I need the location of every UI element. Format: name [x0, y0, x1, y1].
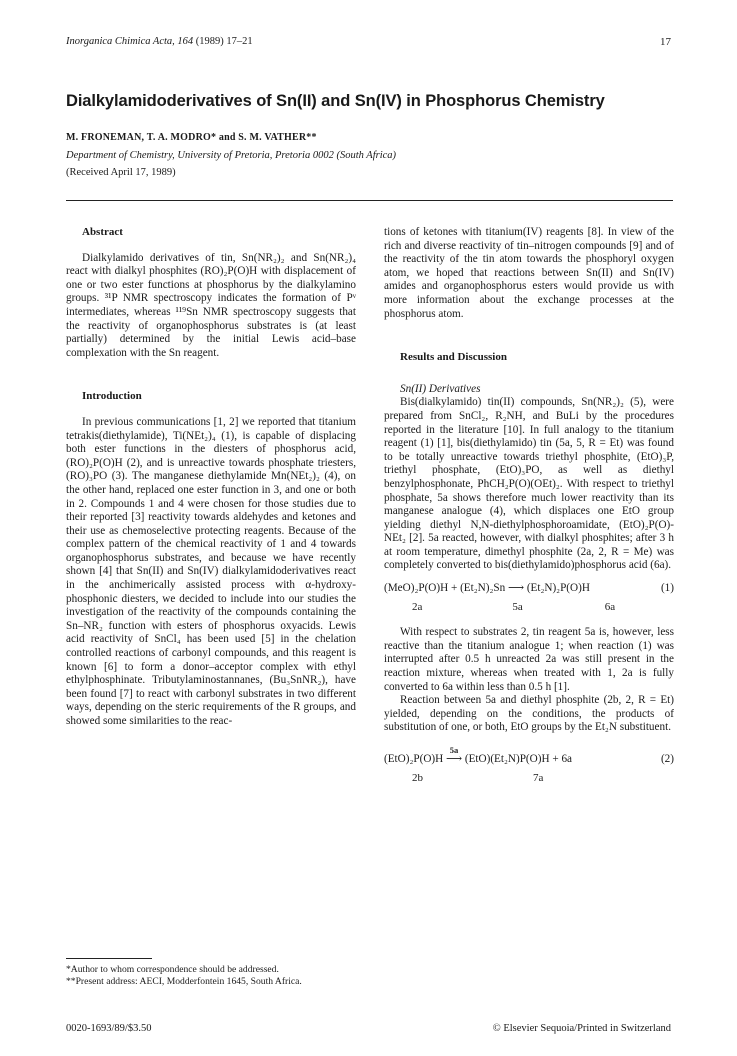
eq1-label-5a: 5a	[512, 600, 523, 613]
eq1-expression	[384, 582, 590, 596]
footnote-present-address: **Present address: AECI, Modderfontein 1645, South Africa.	[66, 976, 302, 987]
eq2-rhs: (EtO)(Et₂N)P(O)H + 6a	[464, 753, 572, 765]
equation-1	[384, 582, 674, 596]
equation-2	[384, 745, 674, 767]
eq2-arrow: ⟶	[446, 753, 463, 765]
eq2-labels	[384, 772, 674, 786]
eq2-label-2b: 2b	[412, 771, 423, 784]
abstract-text: Dialkylamido derivatives of tin, Sn(NR₂)₂ and Sn(NR₂)₄ react with dialkyl phosphites (RO)₂P(O)H with displacement of one or two ester functions at phosphorus by the dialkylamino groups. ³¹P NMR spectroscopy indicates the formation of Pᵛ intermediates, whereas ¹¹⁹Sn NMR spectroscopy suggests that the reactivity of organophosphorus substrates is (at least partially) determined by the initial Lewis acid–base complexation with the Sn reagent.	[66, 251, 356, 359]
results-heading: Results and Discussion	[400, 351, 507, 364]
eq1-rhs: (Et₂N)₂P(O)H	[526, 582, 590, 595]
eq2-lhs: (EtO)₂P(O)H	[384, 753, 444, 765]
footnote-corresponding: *Author to whom correspondence should be addressed.	[66, 964, 279, 975]
eq1-label-6a: 6a	[604, 600, 616, 613]
results-paragraph-3: Reaction between 5a and diethyl phosphite (2b, 2, R = Et) yielded, depending on the conditions, the products of substitution of one, or both, EtO groups by the Et₂N substituent.	[384, 694, 674, 734]
journal-year-pages: (1989) 17–21	[195, 36, 253, 47]
eq2-number: (2)	[660, 753, 674, 765]
received-date: (Received April 17, 1989)	[66, 167, 176, 178]
copyright-notice: © Elsevier Sequoia/Printed in Switzerland	[492, 1023, 671, 1034]
author-list: M. FRONEMAN, T. A. MODRO* and S. M. VATHER**	[66, 132, 317, 143]
eq1-number: (1)	[660, 582, 674, 595]
footnote-divider	[66, 958, 152, 959]
eq1-labels	[384, 601, 674, 615]
affiliation: Department of Chemistry, University of Pretoria, Pretoria 0002 (South Africa)	[66, 150, 397, 161]
issn-price: 0020-1693/89/$3.50	[66, 1023, 152, 1034]
intro-continuation: tions of ketones with titanium(IV) reagents [8]. In view of the rich and diverse reactivity of tin–nitrogen compounds [9] and of the reactivity of the tin atom towards the phosphoryl oxygen atom, we hoped that reactions between Sn(II) and Sn(IV) amides and organophosphorus esters would provide us with more information about the exchange processes at the phosphorus atom.	[384, 226, 674, 320]
running-header-journal	[66, 36, 253, 47]
eq1-label-2a: 2a	[412, 600, 423, 613]
page-number: 17	[660, 36, 671, 48]
results-paragraph-1: Bis(dialkylamido) tin(II) compounds, Sn(NR₂)₂ (5), were prepared from SnCl₂, R₂NH, and BuLi by the procedures reported in the literature [10]. In full analogy to the titanium reagent (1) [1], bis(diethylamido) tin (5a, 5, R = Et) was found to be totally unreactive towards triethyl phosphite, (EtO)₃P, triethyl phosphate, (EtO)₃PO, as well as diethyl benzylphosphonate, PhCH₂P(O)(OEt)₂. With respect to triethyl phosphate, 5a shows therefore much lower reactivity than its manganese analogue (4), which displaces one EtO group yielding diethyl N,N-diethylphosphoroamidate, (EtO)₂P(O)-NEt₂ [2]. 5a reacted, however, with dialkyl phosphites; after 3 h at room temperature, dimethyl phosphite (2a, 2, R = Me) was completely converted to bis(diethylamido)phosphorus acid (6a).	[384, 396, 674, 572]
introduction-heading: Introduction	[82, 390, 142, 403]
right-column	[384, 226, 674, 785]
results-paragraph-2: With respect to substrates 2, tin reagent 5a is, however, less reactive than the titanium analogue 1; when reaction (1) was interrupted after 0.5 h unreacted 2a was still present in the reaction mixture, whereas when treated with 1, 2a is fully converted to 6a within less than 0.5 h [1].	[384, 626, 674, 693]
journal-name: Inorganica Chimica Acta,	[66, 36, 175, 47]
eq2-label-7a: 7a	[533, 771, 544, 784]
footnotes	[66, 964, 356, 988]
introduction-paragraph: In previous communications [1, 2] we reported that titanium tetrakis(diethylamide), Ti(NEt₂)₄ (1), is capable of displacing both ester functions in the diesters of phosphorus acid, (RO)₂P(O)H (2), and is unreactive towards phosphate triesters, (RO)₃PO (3). The manganese diethylamide Mn(NEt₂)₂ (4), on the other hand, replaced one ester function in 3, and one or both in 2. Compounds 1 and 4 were chosen for those studies due to their reported [3] reactivity towards aldehydes and ketones and their use as chemoselective protecting reagents. Because of the complex pattern of the chemical reactivity of 1 and 4 towards organophosphorus substrates, and because we have recently shown [4] that Sn(II) and Sn(IV) dialkylamidoderivatives react in the anchimerically assisted process with α-hydroxy-phosphonic diesters, we decided to include into our studies the investigation of the reactivity of the compounds containing the Sn–NR₂ function with esters of phosphorus oxyacids. Lewis acid reactivity of SnCl₄ has been used [5] in the chelation controlled reactions of carbonyl compounds, and this reagent is known [6] to form a donor–acceptor complex with ethyl ethylphosphinate. Tributylaminostannanes, (Bu₃SnNR₂), have been found [7] to react with carbonyl substrates in two different ways, depending on the steric requirements of the R groups, and showed some similarities to the reac-	[66, 415, 356, 727]
eq1-arrow: ⟶	[507, 582, 525, 595]
eq2-arrow-label: 5a	[449, 745, 459, 755]
left-column	[66, 226, 356, 729]
eq2-arrow-group	[446, 745, 463, 767]
eq2-expression	[384, 745, 572, 767]
eq1-lhs: (MeO)₂P(O)H + (Et₂N)₂Sn	[384, 582, 506, 595]
journal-volume: 164	[177, 36, 194, 47]
paper-title: Dialkylamidoderivatives of Sn(II) and Sn(IV) in Phosphorus Chemistry	[66, 92, 605, 110]
title-divider	[66, 200, 673, 201]
sn2-subheading: Sn(II) Derivatives	[400, 382, 481, 395]
abstract-heading: Abstract	[82, 226, 123, 238]
